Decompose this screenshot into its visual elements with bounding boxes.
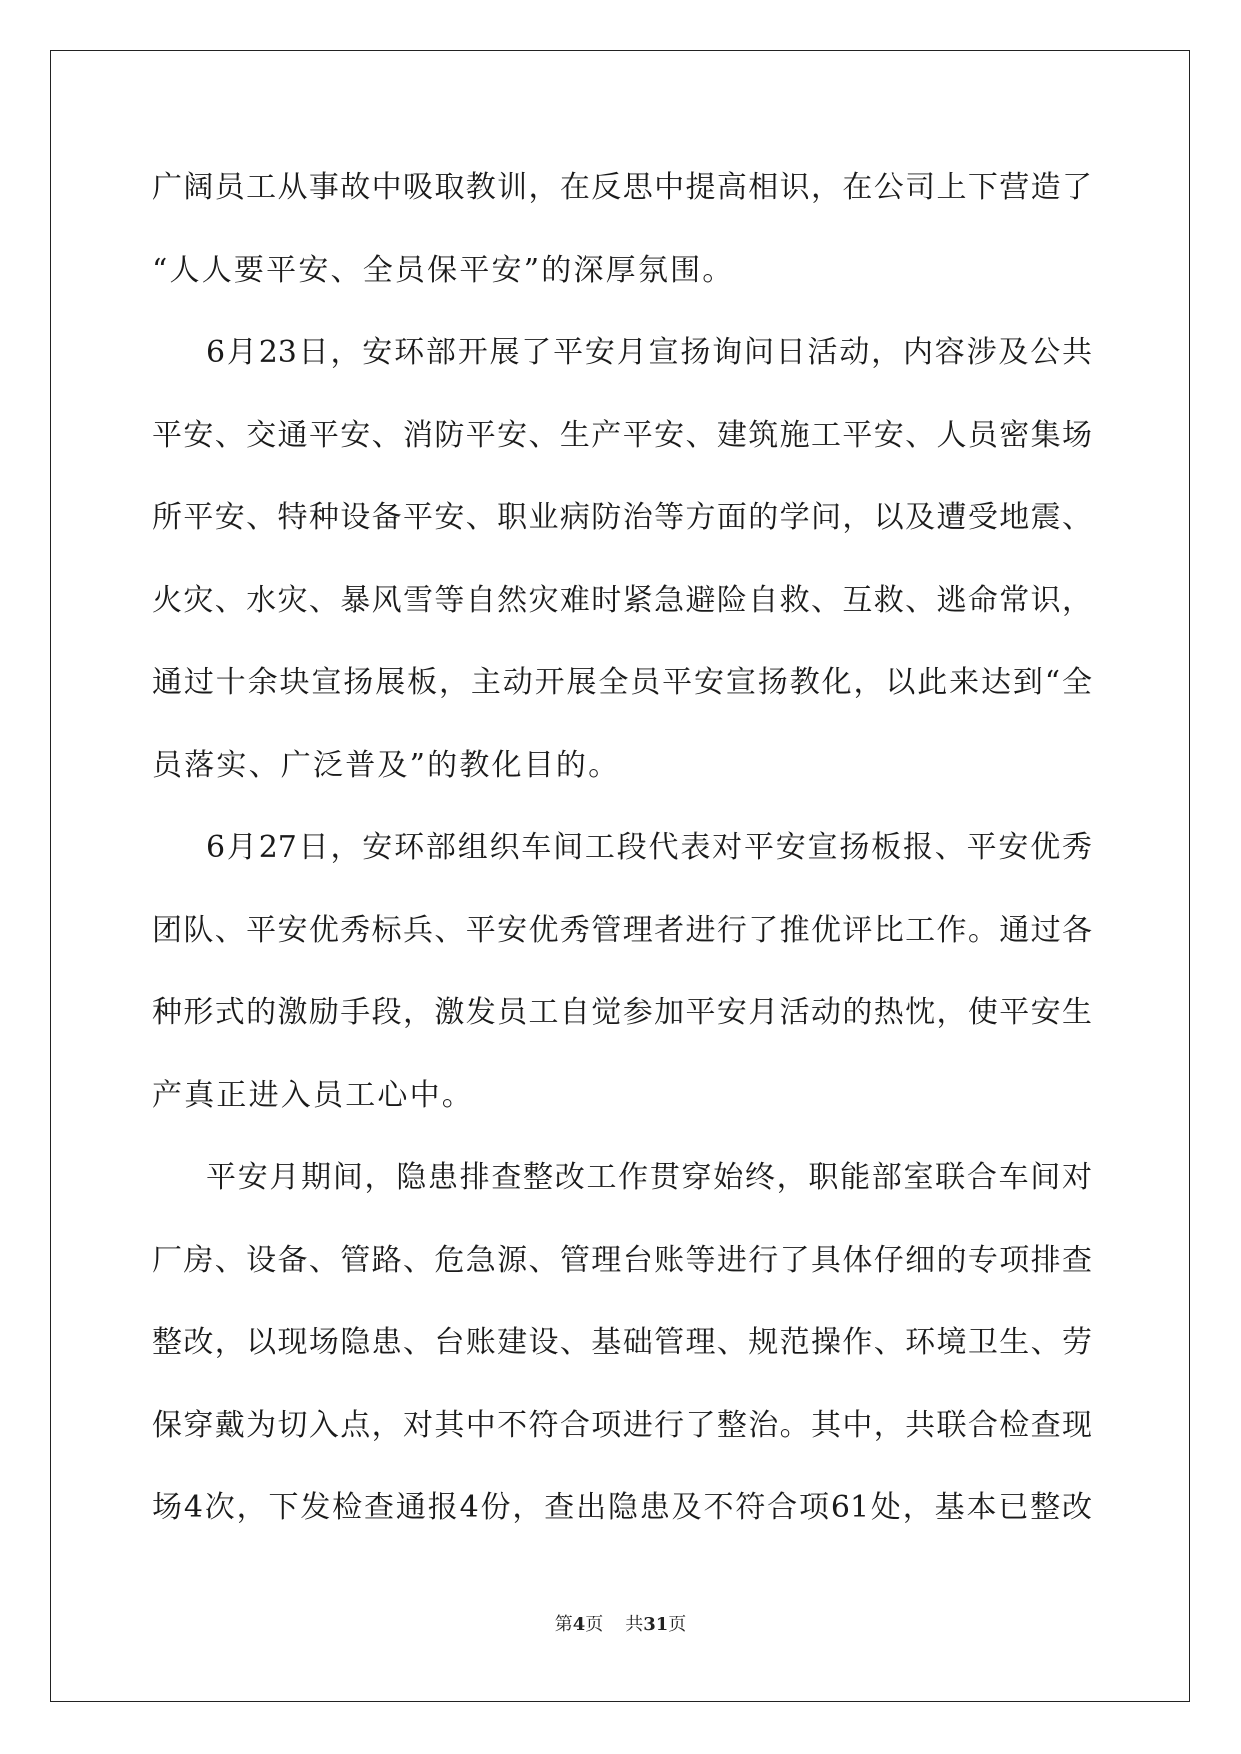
text-line: 团队、平安优秀标兵、平安优秀管理者进行了推优评比工作。通过各 <box>152 912 1092 948</box>
text-line: “人人要平安、全员保平安”的深厚氛围。 <box>152 252 735 288</box>
total-page-count: 31 <box>643 1614 669 1635</box>
text-line: 通过十余块宣扬展板，主动开展全员平安宣扬教化，以此来达到“全 <box>152 665 1092 700</box>
text-line: 整改，以现场隐患、台账建设、基础管理、规范操作、环境卫生、劳 <box>152 1325 1092 1360</box>
text-line: 平安、交通平安、消防平安、生产平安、建筑施工平安、人员密集场 <box>152 417 1092 453</box>
footer-page-unit: 页 <box>585 1614 604 1635</box>
paragraph-first-line: 平安月期间，隐患排查整改工作贯穿始终，职能部室联合车间对 <box>206 1160 1092 1195</box>
text-line: 场4次，下发检查通报4份，查出隐患及不符合项61处，基本已整改 <box>152 1490 1092 1525</box>
footer-total-prefix: 共 <box>625 1614 644 1635</box>
document-body <box>152 158 1092 1561</box>
footer-total-unit: 页 <box>668 1614 687 1635</box>
text-line: 厂房、设备、管路、危急源、管理台账等进行了具体仔细的专项排查 <box>152 1242 1092 1278</box>
paragraph-first-line: 6月27日，安环部组织车间工段代表对平安宣扬板报、平安优秀 <box>206 830 1092 865</box>
text-line: 员落实、广泛普及”的教化目的。 <box>152 747 621 783</box>
text-line: 产真正进入员工心中。 <box>152 1077 474 1113</box>
footer-prefix: 第 <box>554 1614 573 1635</box>
page-footer <box>0 1610 1241 1636</box>
text-line: 种形式的激励手段，激发员工自觉参加平安月活动的热忱，使平安生 <box>152 995 1092 1030</box>
text-line: 广阔员工从事故中吸取教训，在反思中提高相识，在公司上下营造了 <box>152 170 1092 205</box>
current-page-number: 4 <box>572 1614 586 1635</box>
text-line: 火灾、水灾、暴风雪等自然灾难时紧急避险自救、互救、逃命常识， <box>152 582 1092 618</box>
paragraph-first-line: 6月23日，安环部开展了平安月宣扬询问日活动，内容涉及公共 <box>206 335 1092 370</box>
text-line: 保穿戴为切入点，对其中不符合项进行了整治。其中，共联合检查现 <box>152 1407 1092 1443</box>
text-line: 所平安、特种设备平安、职业病防治等方面的学问，以及遭受地震、 <box>152 500 1092 535</box>
